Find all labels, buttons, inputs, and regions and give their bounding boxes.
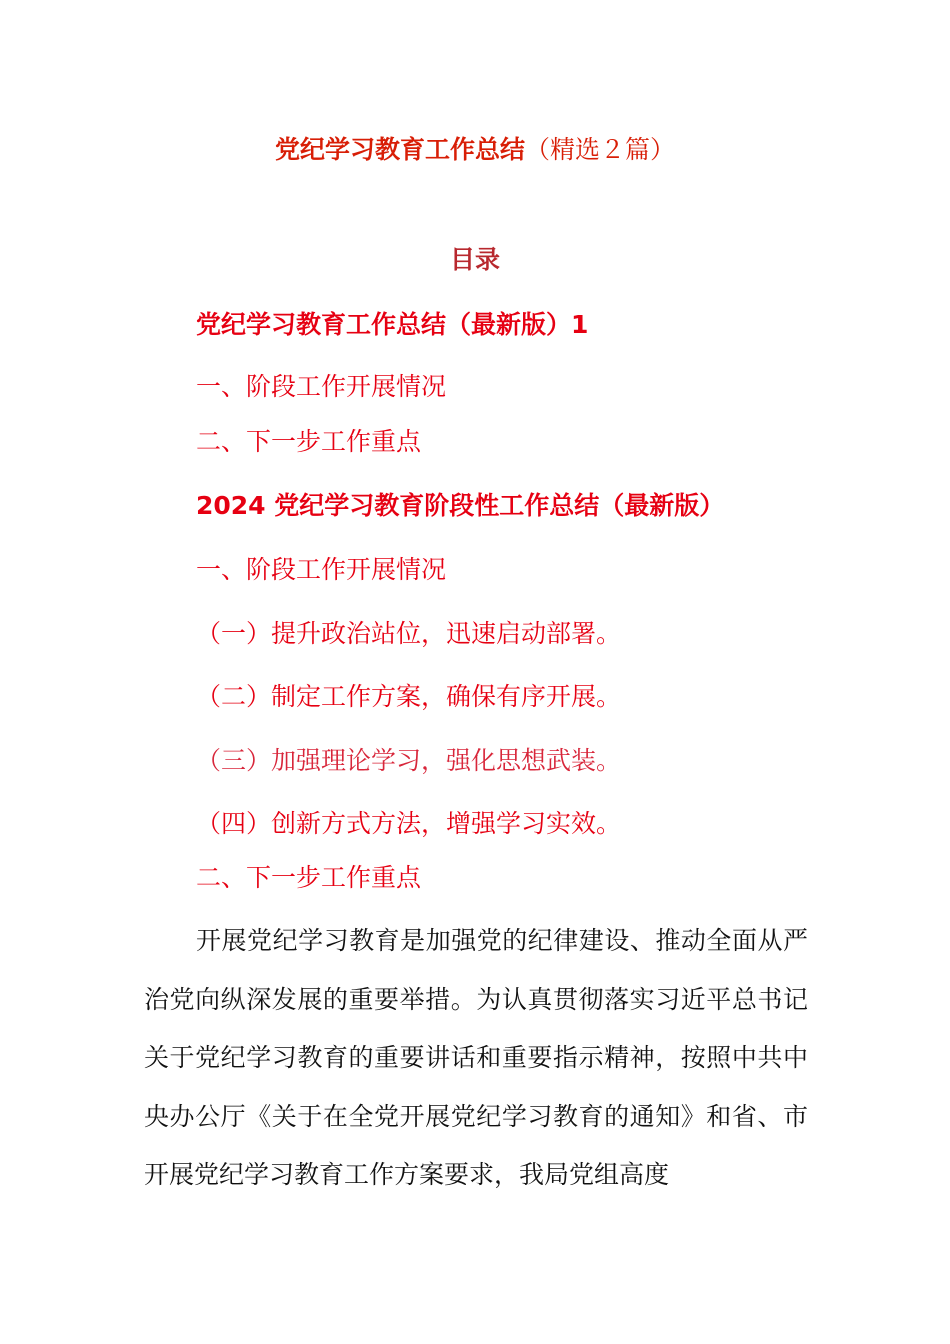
toc-entry-2-section-1[interactable]: 一、阶段工作开展情况 <box>196 555 447 584</box>
toc-entry-2-sub-1[interactable]: （一）提升政治站位，迅速启动部署。 <box>196 619 622 648</box>
toc-entry-1-section-2[interactable]: 二、下一步工作重点 <box>196 427 422 456</box>
toc-entry-article-1[interactable]: 党纪学习教育工作总结（最新版）1 <box>196 310 589 339</box>
toc-entry-2-sub-3[interactable]: （三）加强理论学习，强化思想武装。 <box>196 746 622 775</box>
toc-entry-1-section-1[interactable]: 一、阶段工作开展情况 <box>196 372 447 401</box>
document-title-suffix: （精选２篇） <box>525 135 676 164</box>
toc-entry-article-2[interactable]: 2024 党纪学习教育阶段性工作总结（最新版） <box>196 491 725 520</box>
body-paragraph: 开展党纪学习教育是加强党的纪律建设、推动全面从严治党向纵深发展的重要举措。为认真贯彻落实习近平总书记关于党纪学习教育的重要讲话和重要指示精神，按照中共中央办公厅《关于在全党开展党纪学习教育的通知》和省、市开展党纪学习教育工作方案要求，我局党组高度 <box>144 926 808 1189</box>
document-title <box>0 132 950 168</box>
toc-entry-2-section-2[interactable]: 二、下一步工作重点 <box>196 863 422 892</box>
toc-entry-2-sub-2[interactable]: （二）制定工作方案，确保有序开展。 <box>196 682 622 711</box>
toc-entry-2-sub-4[interactable]: （四）创新方式方法，增强学习实效。 <box>196 809 622 838</box>
toc-heading: 目录 <box>449 245 500 274</box>
document-title-main: 党纪学习教育工作总结 <box>274 135 525 164</box>
